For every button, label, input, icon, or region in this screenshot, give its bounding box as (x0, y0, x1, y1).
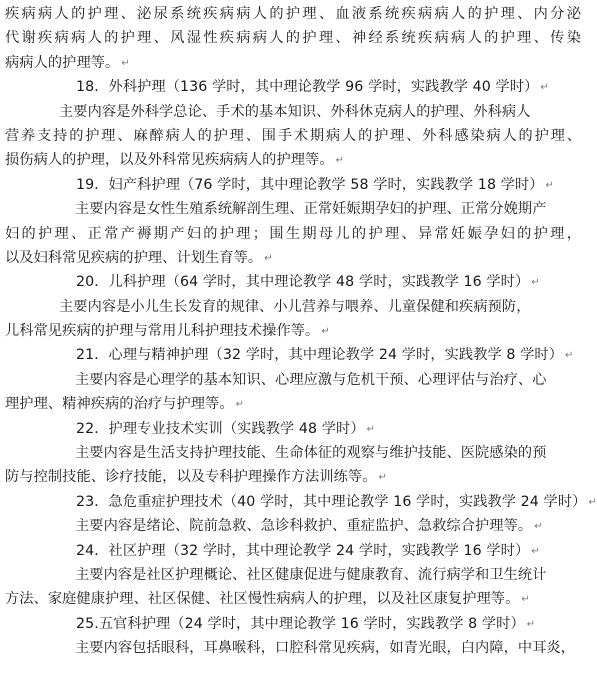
line-text: 25.五官科护理（24 学时，其中理论教学 16 学时，实践教学 8 学时） (76, 615, 525, 632)
paragraph-return-mark: ↵ (565, 350, 574, 362)
line-text: 儿科常见疾病的护理与常用儿科护理技术操作等。 (5, 323, 320, 340)
paragraph-return-mark: ↵ (540, 82, 549, 94)
paragraph-return-mark: ↵ (531, 545, 540, 557)
line-text: 损伤病人的护理，以及外科常见疾病病人的护理等。 (5, 152, 334, 169)
body-text-line (0, 587, 587, 611)
paragraph-return-mark: ↵ (121, 57, 130, 69)
body-text-line (0, 26, 587, 50)
line-text: 19．妇产科护理（76 学时，其中理论教学 58 学时，实践教学 18 学时） (76, 176, 544, 193)
section-heading (0, 75, 587, 99)
line-text: 21．心理与精神护理（32 学时，其中理论教学 24 学时，实践教学 8 学时） (76, 347, 563, 364)
body-text-line (0, 368, 587, 392)
paragraph-return-mark: ↵ (321, 326, 330, 338)
line-text: 18．外科护理（136 学时，其中理论教学 96 学时，实践教学 40 学时） (76, 79, 539, 96)
paragraph-return-mark: ↵ (545, 179, 555, 191)
section-heading (0, 612, 587, 636)
paragraph-return-mark: ↵ (378, 472, 387, 484)
body-text-line (0, 100, 587, 124)
line-text: 20．儿科护理（64 学时，其中理论教学 48 学时，实践教学 16 学时） (76, 274, 530, 291)
line-text: 疾病病人的护理、泌尿系统疾病病人的护理、血液系统疾病病人的护理、内分泌 (5, 6, 581, 22)
paragraph-return-mark: ↵ (531, 277, 540, 289)
body-text-line (0, 2, 587, 26)
line-text: 主要内容是外科学总论、手术的基本知识、外科休克病人的护理、外科病人 (59, 103, 531, 120)
line-text: 主要内容包括眼科，耳鼻喉科，口腔科常见疾病，如青光眼，白内障，中耳炎， (75, 640, 576, 657)
line-text: 以及妇科常见疾病的护理、计划生育等。 (5, 249, 263, 266)
line-text: 营养支持的护理、麻醉病人的护理、围手术期病人的护理、外科感染病人的护理、 (5, 127, 581, 144)
body-text-line (0, 465, 587, 489)
paragraph-return-mark: ↵ (521, 594, 530, 606)
line-text: 主要内容是生活支持护理技能、生命体征的观察与维护技能、医院感染的预 (75, 445, 547, 462)
body-text-line (0, 246, 587, 270)
paragraph-return-mark: ↵ (235, 399, 245, 411)
paragraph-return-mark: ↵ (526, 618, 536, 630)
body-text-line (0, 392, 587, 416)
line-text: 病病人的护理等。 (5, 54, 120, 71)
body-text-line (0, 563, 587, 587)
section-heading (0, 417, 587, 441)
body-text-line (0, 148, 587, 172)
line-text: 方法、家庭健康护理、社区保健、社区慢性病病人的护理，以及社区康复护理等。 (5, 591, 520, 608)
section-heading (0, 343, 587, 367)
line-text: 22．护理专业技术实训（实践教学 48 学时） (76, 420, 365, 437)
body-text-line (0, 636, 587, 660)
section-heading (0, 539, 587, 563)
body-text-line (0, 514, 587, 538)
line-text: 防与控制技能、诊疗技能，以及专科护理操作方法训练等。 (5, 469, 377, 486)
paragraph-return-mark: ↵ (366, 423, 376, 435)
line-text: 妇的护理、正常产褥期产妇的护理；围生期母儿的护理、异常妊娠孕妇的护理， (5, 225, 581, 242)
line-text: 主要内容是小儿生长发育的规律、小儿营养与喂养、儿童保健和疾病预防， (59, 298, 531, 315)
paragraph-return-mark: ↵ (264, 252, 273, 264)
line-text: 主要内容是社区护理概论、社区健康促进与健康教育、流行病学和卫生统计 (75, 566, 547, 583)
line-text: 24．社区护理（32 学时，其中理论教学 24 学时，实践教学 16 学时） (76, 542, 530, 559)
line-text: 主要内容是心理学的基本知识、心理应激与危机干预、心理评估与治疗、心 (75, 371, 547, 388)
body-text-line (0, 222, 587, 246)
body-text-line (0, 295, 587, 319)
section-heading (0, 173, 587, 197)
body-text-line (0, 197, 587, 221)
paragraph-return-mark: ↵ (588, 496, 597, 508)
paragraph-return-mark: ↵ (335, 155, 345, 167)
line-text: 23．急危重症护理技术（40 学时，其中理论教学 16 学时，实践教学 24 学时） (76, 493, 587, 510)
section-heading (0, 490, 597, 514)
body-text-line (0, 51, 587, 75)
section-heading (0, 270, 587, 294)
line-text: 主要内容是绪论、院前急救、急诊科救护、重症监护、急救综合护理等。 (75, 518, 533, 535)
body-text-line (0, 124, 587, 148)
line-text: 代谢疾病病人的护理、风湿性疾病病人的护理、神经系统疾病病人的护理、传染 (5, 30, 581, 47)
line-text: 理护理、精神疾病的治疗与护理等。 (5, 396, 234, 413)
line-text: 主要内容是女性生殖系统解剖生理、正常妊娠期孕妇的护理、正常分娩期产 (75, 201, 547, 218)
body-text-line (0, 319, 587, 343)
paragraph-return-mark: ↵ (534, 521, 543, 533)
body-text-line (0, 441, 587, 465)
